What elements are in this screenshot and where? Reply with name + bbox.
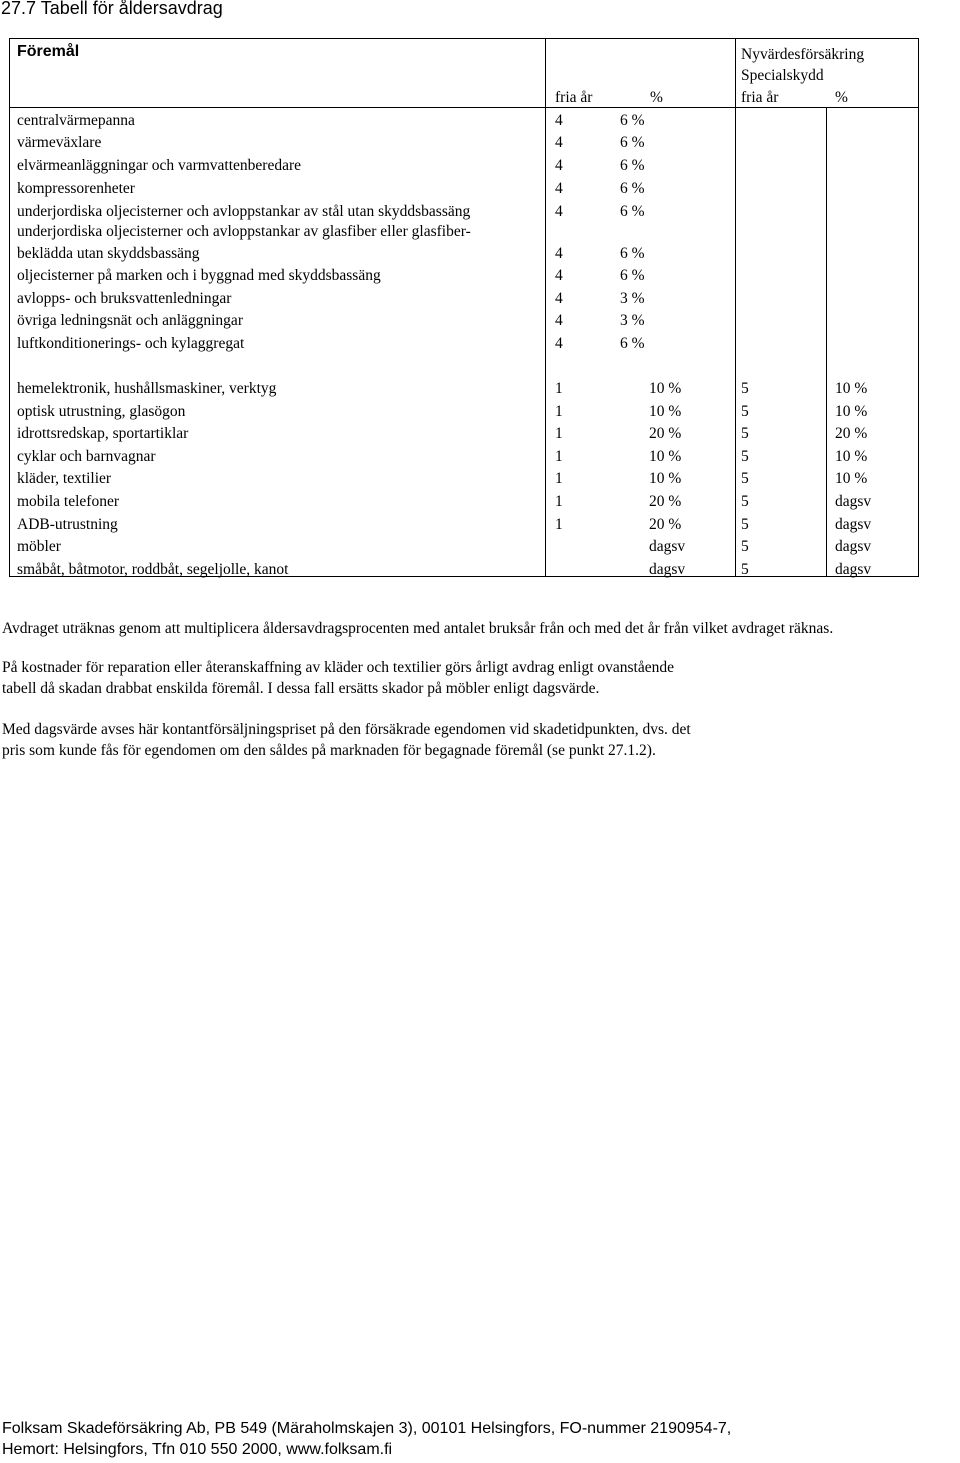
item-name: ADB-utrustning (17, 515, 118, 533)
special-free-years-value: 5 (741, 402, 749, 420)
item-name: kompressorenheter (17, 180, 135, 197)
item-column-header: Föremål (17, 43, 80, 60)
free-years-value: 1 (555, 515, 563, 533)
free-years-value: 1 (555, 402, 563, 420)
percent-value: 10 % (649, 447, 682, 465)
free-years-value: 1 (555, 425, 563, 443)
depreciation-table (9, 38, 919, 577)
item-name: hemelektronik, hushållsmaskiner, verktyg (17, 380, 277, 397)
item-name: idrottsredskap, sportartiklar (17, 425, 189, 443)
percent-value: 6 % (620, 245, 645, 262)
item-name: kläder, textilier (17, 470, 112, 488)
special-free-years-value: 5 (741, 560, 749, 578)
special-free-years-value: 5 (741, 380, 749, 397)
free-years-value: 1 (555, 380, 563, 397)
paragraph-line: Med dagsvärde avses här kontantförsäljningspriset på den försäkrade egendomen vid skadetidpunkten, dvs. det (2, 721, 691, 738)
special-percent-value: 10 % (835, 380, 868, 397)
special-percent-value: dagsv (835, 560, 872, 578)
item-name: beklädda utan skyddsbassäng (17, 245, 200, 262)
item-name: optisk utrustning, glasögon (17, 402, 186, 420)
percent-value: 20 % (649, 493, 682, 510)
insurance-subgroup-header: Specialskydd (741, 67, 824, 84)
item-name: elvärmeanläggningar och varmvattenberedare (17, 157, 302, 174)
free-years-value: 4 (555, 203, 563, 220)
free-years-value: 4 (555, 134, 563, 151)
footer-line: Hemort: Helsingfors, Tfn 010 550 2000, www.folksam.fi (2, 1441, 393, 1458)
percent-value: 10 % (649, 470, 682, 488)
free-years-value: 1 (555, 447, 563, 465)
free-years-value: 4 (555, 112, 563, 129)
percent-value: 6 % (620, 267, 645, 284)
special-percent-value: dagsv (835, 493, 872, 510)
percent-value: 6 % (620, 203, 645, 220)
paragraph-line: tabell då skadan drabbat enskilda föremål. I dessa fall ersätts skador på möbler enligt dagsvärde. (2, 679, 600, 697)
column-divider-items (545, 39, 546, 576)
special-percent-value: 10 % (835, 470, 868, 488)
column-divider-group (735, 39, 736, 576)
item-name: mobila telefoner (17, 493, 119, 510)
special-percent-value: 10 % (835, 402, 868, 420)
column-divider-special (826, 107, 827, 576)
percent-value: 10 % (649, 402, 682, 420)
page-heading: 27.7 Tabell för åldersavdrag (1, 0, 223, 18)
percent-value: 6 % (620, 112, 645, 129)
paragraph-line: På kostnader för reparation eller återanskaffning av kläder och textilier görs årligt avdrag enligt ovanstående (2, 659, 674, 676)
item-name: centralvärmepanna (17, 112, 135, 129)
item-name: övriga ledningsnät och anläggningar (17, 312, 243, 329)
special-percent-value: dagsv (835, 515, 872, 533)
header-divider (10, 107, 918, 108)
item-name: underjordiska oljecisterner och avloppstankar av glasfiber eller glasfiber- (17, 223, 471, 240)
free-years-value: 1 (555, 470, 563, 488)
footer-line: Folksam Skadeförsäkring Ab, PB 549 (Märaholmskajen 3), 00101 Helsingfors, FO-nummer 2190954-7, (2, 1420, 732, 1437)
percent-value: 20 % (649, 515, 682, 533)
insurance-group-header: Nyvärdesförsäkring (741, 46, 865, 63)
special-free-years-value: 5 (741, 493, 749, 510)
free-years-value: 4 (555, 245, 563, 262)
item-name: avlopps- och bruksvattenledningar (17, 290, 232, 307)
free-years-value: 4 (555, 180, 563, 197)
percent-value: 3 % (620, 290, 645, 307)
special-free-years-value: 5 (741, 515, 749, 533)
special-percent-value: 10 % (835, 447, 868, 465)
percent-value: dagsv (649, 538, 686, 556)
percent-value: dagsv (649, 560, 686, 578)
special-free-years-header: fria år (741, 89, 779, 106)
item-name: värmeväxlare (17, 134, 102, 151)
free-years-value: 4 (555, 335, 563, 352)
special-free-years-value: 5 (741, 470, 749, 488)
special-percent-value: 20 % (835, 425, 868, 443)
percent-value: 10 % (649, 380, 682, 397)
percent-value: 6 % (620, 180, 645, 197)
percent-value: 20 % (649, 425, 682, 443)
paragraph-line: pris som kunde fås för egendomen om den såldes på marknaden för begagnade föremål (se punkt 27.1.2). (2, 741, 656, 759)
free-years-header: fria år (555, 89, 593, 106)
percent-header: % (650, 89, 663, 106)
special-free-years-value: 5 (741, 425, 749, 443)
free-years-value: 4 (555, 290, 563, 307)
free-years-value: 4 (555, 267, 563, 284)
free-years-value: 1 (555, 493, 563, 510)
free-years-value: 4 (555, 312, 563, 329)
paragraph-line: Avdraget uträknas genom att multiplicera åldersavdragsprocenten med antalet bruksår från och med det år från vilket avdraget räknas. (2, 620, 834, 637)
percent-value: 6 % (620, 335, 645, 352)
percent-value: 6 % (620, 134, 645, 151)
item-name: cyklar och barnvagnar (17, 447, 156, 465)
percent-value: 3 % (620, 312, 645, 329)
item-name: oljecisterner på marken och i byggnad med skyddsbassäng (17, 267, 381, 284)
special-percent-header: % (835, 89, 848, 106)
special-free-years-value: 5 (741, 538, 749, 556)
special-percent-value: dagsv (835, 538, 872, 556)
special-free-years-value: 5 (741, 447, 749, 465)
free-years-value: 4 (555, 157, 563, 174)
item-name: luftkonditionerings- och kylaggregat (17, 335, 245, 352)
item-name: småbåt, båtmotor, roddbåt, segeljolle, kanot (17, 560, 289, 578)
percent-value: 6 % (620, 157, 645, 174)
item-name: underjordiska oljecisterner och avloppstankar av stål utan skyddsbassäng (17, 203, 471, 220)
item-name: möbler (17, 538, 61, 556)
